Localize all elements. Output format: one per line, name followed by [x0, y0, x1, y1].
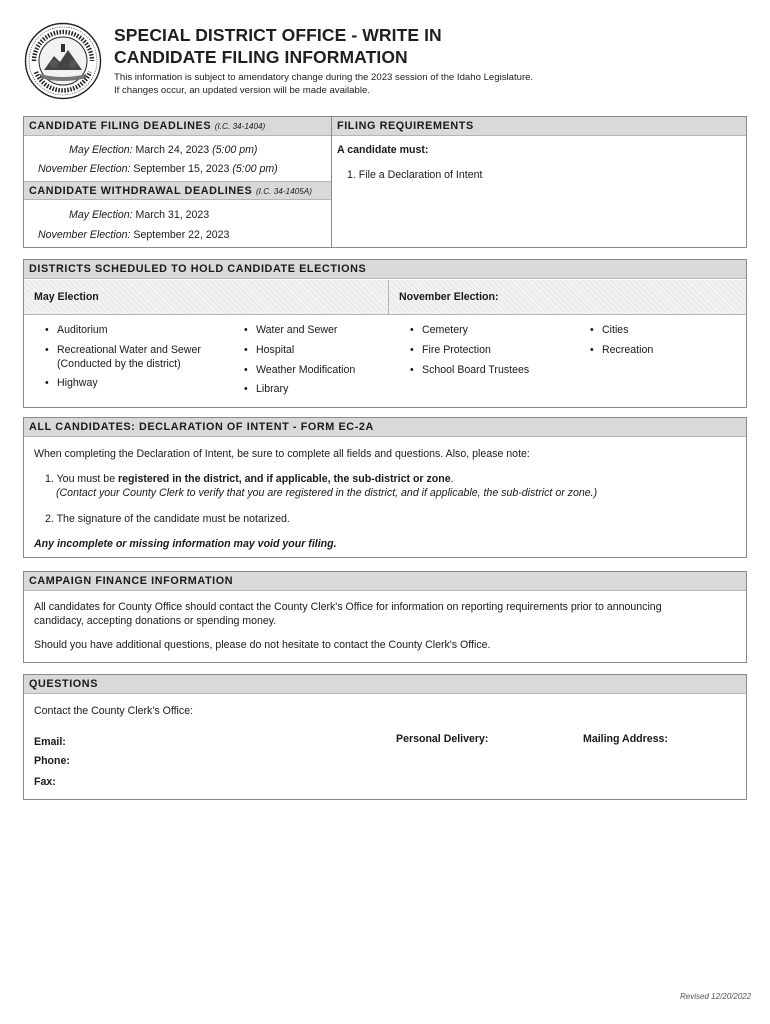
item1-bold: registered in the district, and if applicable, the sub-district or zone	[118, 473, 451, 485]
fax-label: Fax:	[34, 776, 56, 788]
withdrawal-nov-date: September 22, 2023	[133, 229, 230, 241]
district-weather-modification: • Weather Modification	[244, 364, 355, 377]
title-line-1: SPECIAL DISTRICT OFFICE - WRITE IN	[114, 25, 442, 45]
district-recreational-water-sewer: • Recreational Water and Sewer	[45, 344, 201, 357]
filing-may-row	[69, 144, 257, 157]
district-highway: • Highway	[45, 377, 98, 390]
withdrawal-may-row	[69, 209, 209, 222]
deadlines-section	[23, 116, 747, 248]
title-line-2: CANDIDATE FILING INFORMATION	[114, 47, 408, 67]
declaration-section	[23, 417, 747, 558]
filing-deadlines-ref: (I.C. 34-1404)	[214, 122, 266, 131]
column-divider	[331, 117, 332, 247]
district-recreation: • Recreation	[590, 344, 653, 357]
declaration-item-2: 2. The signature of the candidate must be notarized.	[45, 513, 290, 525]
item1-prefix: 1. You must be	[45, 473, 119, 485]
campaign-finance-heading: CAMPAIGN FINANCE INFORMATION	[24, 572, 746, 591]
district-fire-protection: • Fire Protection	[410, 344, 491, 357]
november-election-heading: November Election:	[399, 291, 499, 303]
declaration-heading: ALL CANDIDATES: DECLARATION OF INTENT - FORM EC-2A	[24, 418, 746, 437]
item1-suffix: .	[450, 473, 454, 485]
personal-delivery-label: Personal Delivery:	[396, 733, 489, 745]
district-water-sewer: • Water and Sewer	[244, 324, 337, 337]
questions-section	[23, 674, 747, 800]
campaign-finance-para2: Should you have additional questions, please do not hesitate to contact the County Clerk's Office.	[34, 639, 491, 651]
districts-section	[23, 259, 747, 408]
withdrawal-may-date: March 31, 2023	[135, 209, 210, 221]
declaration-warning: Any incomplete or missing information may void your filing.	[34, 538, 337, 550]
filing-nov-date: September 15, 2023	[133, 163, 230, 175]
mailing-address-label: Mailing Address:	[583, 733, 668, 745]
phone-label: Phone:	[34, 755, 70, 767]
may-election-heading: May Election	[34, 291, 99, 303]
election-subheader	[24, 280, 746, 315]
campaign-finance-section	[23, 571, 747, 663]
filing-deadlines-heading-text: CANDIDATE FILING DEADLINES	[29, 120, 212, 132]
campaign-finance-para1-line1: All candidates for County Office should contact the County Clerk's Office for information on reporting requirements prior to announcing	[34, 601, 662, 613]
filing-nov-label: November Election:	[38, 163, 131, 175]
declaration-intro: When completing the Declaration of Intent, be sure to complete all fields and questions. Also, please note:	[34, 448, 530, 460]
idaho-state-seal-icon	[24, 22, 102, 100]
filing-may-time: (5:00 pm)	[212, 144, 258, 156]
questions-heading: QUESTIONS	[24, 675, 746, 694]
withdrawal-ref: (I.C. 34-1405A)	[255, 187, 312, 196]
withdrawal-may-label: May Election:	[69, 209, 133, 221]
filing-may-label: May Election:	[69, 144, 133, 156]
district-school-board-trustees: • School Board Trustees	[410, 364, 529, 377]
district-auditorium: • Auditorium	[45, 324, 108, 337]
questions-intro: Contact the County Clerk's Office:	[34, 705, 194, 717]
amendatory-note	[114, 72, 533, 97]
election-divider	[388, 280, 389, 315]
district-library: • Library	[244, 383, 288, 396]
district-conducted-note: (Conducted by the district)	[57, 358, 181, 370]
district-cemetery: • Cemetery	[410, 324, 468, 337]
filing-deadlines-heading	[24, 117, 331, 136]
filing-nov-time: (5:00 pm)	[232, 163, 278, 175]
districts-heading: DISTRICTS SCHEDULED TO HOLD CANDIDATE ELECTIONS	[24, 260, 746, 279]
note-line-2: If changes occur, an updated version will be made available.	[114, 84, 370, 96]
withdrawal-deadlines-heading	[24, 181, 331, 200]
filing-nov-row	[38, 163, 278, 176]
page-title	[114, 24, 442, 68]
declaration-item-1	[45, 473, 454, 486]
campaign-finance-para1-line2: candidacy, accepting donations or spending money.	[34, 615, 277, 627]
withdrawal-nov-label: November Election:	[38, 229, 131, 241]
withdrawal-nov-row	[38, 229, 229, 242]
declaration-item-1-note: (Contact your County Clerk to verify that you are registered in the district, and if applicable, the sub-district or zone.)	[56, 487, 598, 499]
revised-date: Revised 12/20/2022	[680, 992, 752, 1001]
note-line-1: This information is subject to amendatory change during the 2023 session of the Idaho Legislature.	[114, 72, 534, 83]
district-cities: • Cities	[590, 324, 629, 337]
requirement-item-1: 1. File a Declaration of Intent	[347, 169, 483, 181]
email-label: Email:	[34, 736, 66, 748]
filing-may-date: March 24, 2023	[135, 144, 210, 156]
filing-requirements-heading: FILING REQUIREMENTS	[332, 117, 746, 136]
requirements-intro: A candidate must:	[337, 144, 429, 156]
withdrawal-heading-text: CANDIDATE WITHDRAWAL DEADLINES	[29, 185, 253, 197]
district-hospital: • Hospital	[244, 344, 294, 357]
